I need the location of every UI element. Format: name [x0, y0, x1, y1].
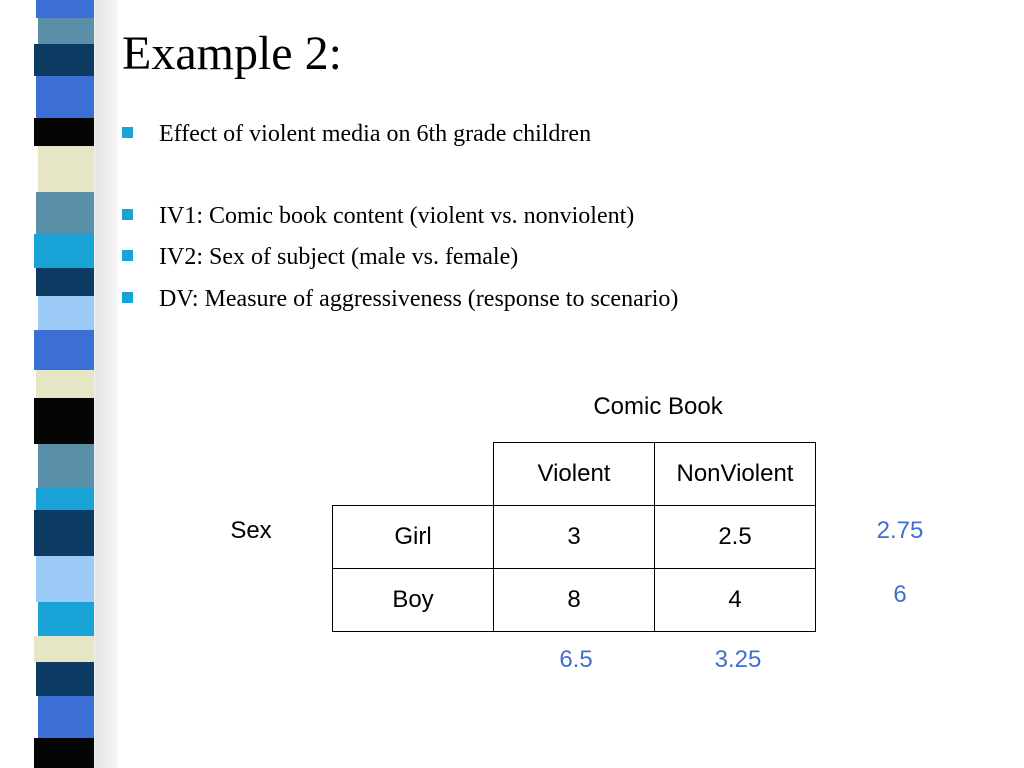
square-bullet-icon: [122, 209, 133, 220]
decorative-stripe: [36, 556, 94, 602]
decorative-stripe: [38, 602, 94, 636]
row-mean-girl: 2.75: [876, 517, 924, 544]
table-cell: 8: [494, 569, 655, 632]
bullet-item: [122, 119, 591, 149]
decorative-stripe: [34, 510, 94, 556]
bullet-item: [122, 201, 634, 231]
column-mean-nonviolent: 3.25: [714, 646, 762, 673]
bullet-text: DV: Measure of aggressiveness (response to scenario): [159, 286, 679, 312]
bullet-item: [122, 242, 518, 272]
decorative-stripe: [38, 146, 94, 192]
decorative-stripe: [38, 696, 94, 738]
column-mean-violent: 6.5: [559, 646, 593, 673]
means-table: [332, 442, 816, 632]
table-row: [333, 506, 816, 569]
decorative-stripe: [36, 370, 94, 398]
decorative-stripe: [34, 398, 94, 444]
decorative-stripe: [36, 268, 94, 296]
decorative-stripe: [38, 296, 94, 330]
decorative-stripe: [36, 0, 94, 18]
decorative-side-strip: [0, 0, 118, 768]
table-cell: 2.5: [655, 506, 816, 569]
decorative-stripe: [34, 118, 94, 146]
decorative-stripes: [32, 0, 98, 768]
bullet-text: Effect of violent media on 6th grade children: [159, 121, 592, 147]
square-bullet-icon: [122, 250, 133, 261]
slide-title: Example 2:: [122, 27, 342, 80]
decorative-stripe: [38, 444, 94, 488]
table-row: [333, 569, 816, 632]
column-header-violent: Violent: [494, 443, 655, 506]
decorative-stripe: [34, 330, 94, 370]
decorative-stripe: [34, 44, 94, 76]
row-label-boy: Boy: [333, 569, 494, 632]
column-factor-label: Comic Book: [593, 393, 723, 420]
table-cell: 4: [655, 569, 816, 632]
column-header-nonviolent: NonViolent: [655, 443, 816, 506]
row-factor-label: Sex: [230, 517, 272, 544]
square-bullet-icon: [122, 292, 133, 303]
square-bullet-icon: [122, 127, 133, 138]
table-header-row: [333, 443, 816, 506]
bullet-text: IV1: Comic book content (violent vs. nonviolent): [159, 203, 635, 229]
decorative-stripe: [34, 234, 94, 268]
decorative-stripe: [38, 18, 94, 44]
decorative-stripe: [36, 488, 94, 510]
decorative-stripe: [36, 76, 94, 118]
decorative-stripe: [36, 662, 94, 696]
decorative-stripe: [34, 738, 94, 768]
table-corner-cell: [333, 443, 494, 506]
row-mean-boy: 6: [893, 581, 907, 608]
bullet-item: [122, 284, 678, 314]
table-cell: 3: [494, 506, 655, 569]
row-label-girl: Girl: [333, 506, 494, 569]
bullet-text: IV2: Sex of subject (male vs. female): [159, 244, 519, 270]
decorative-stripe: [34, 636, 94, 662]
decorative-stripe: [36, 192, 94, 234]
